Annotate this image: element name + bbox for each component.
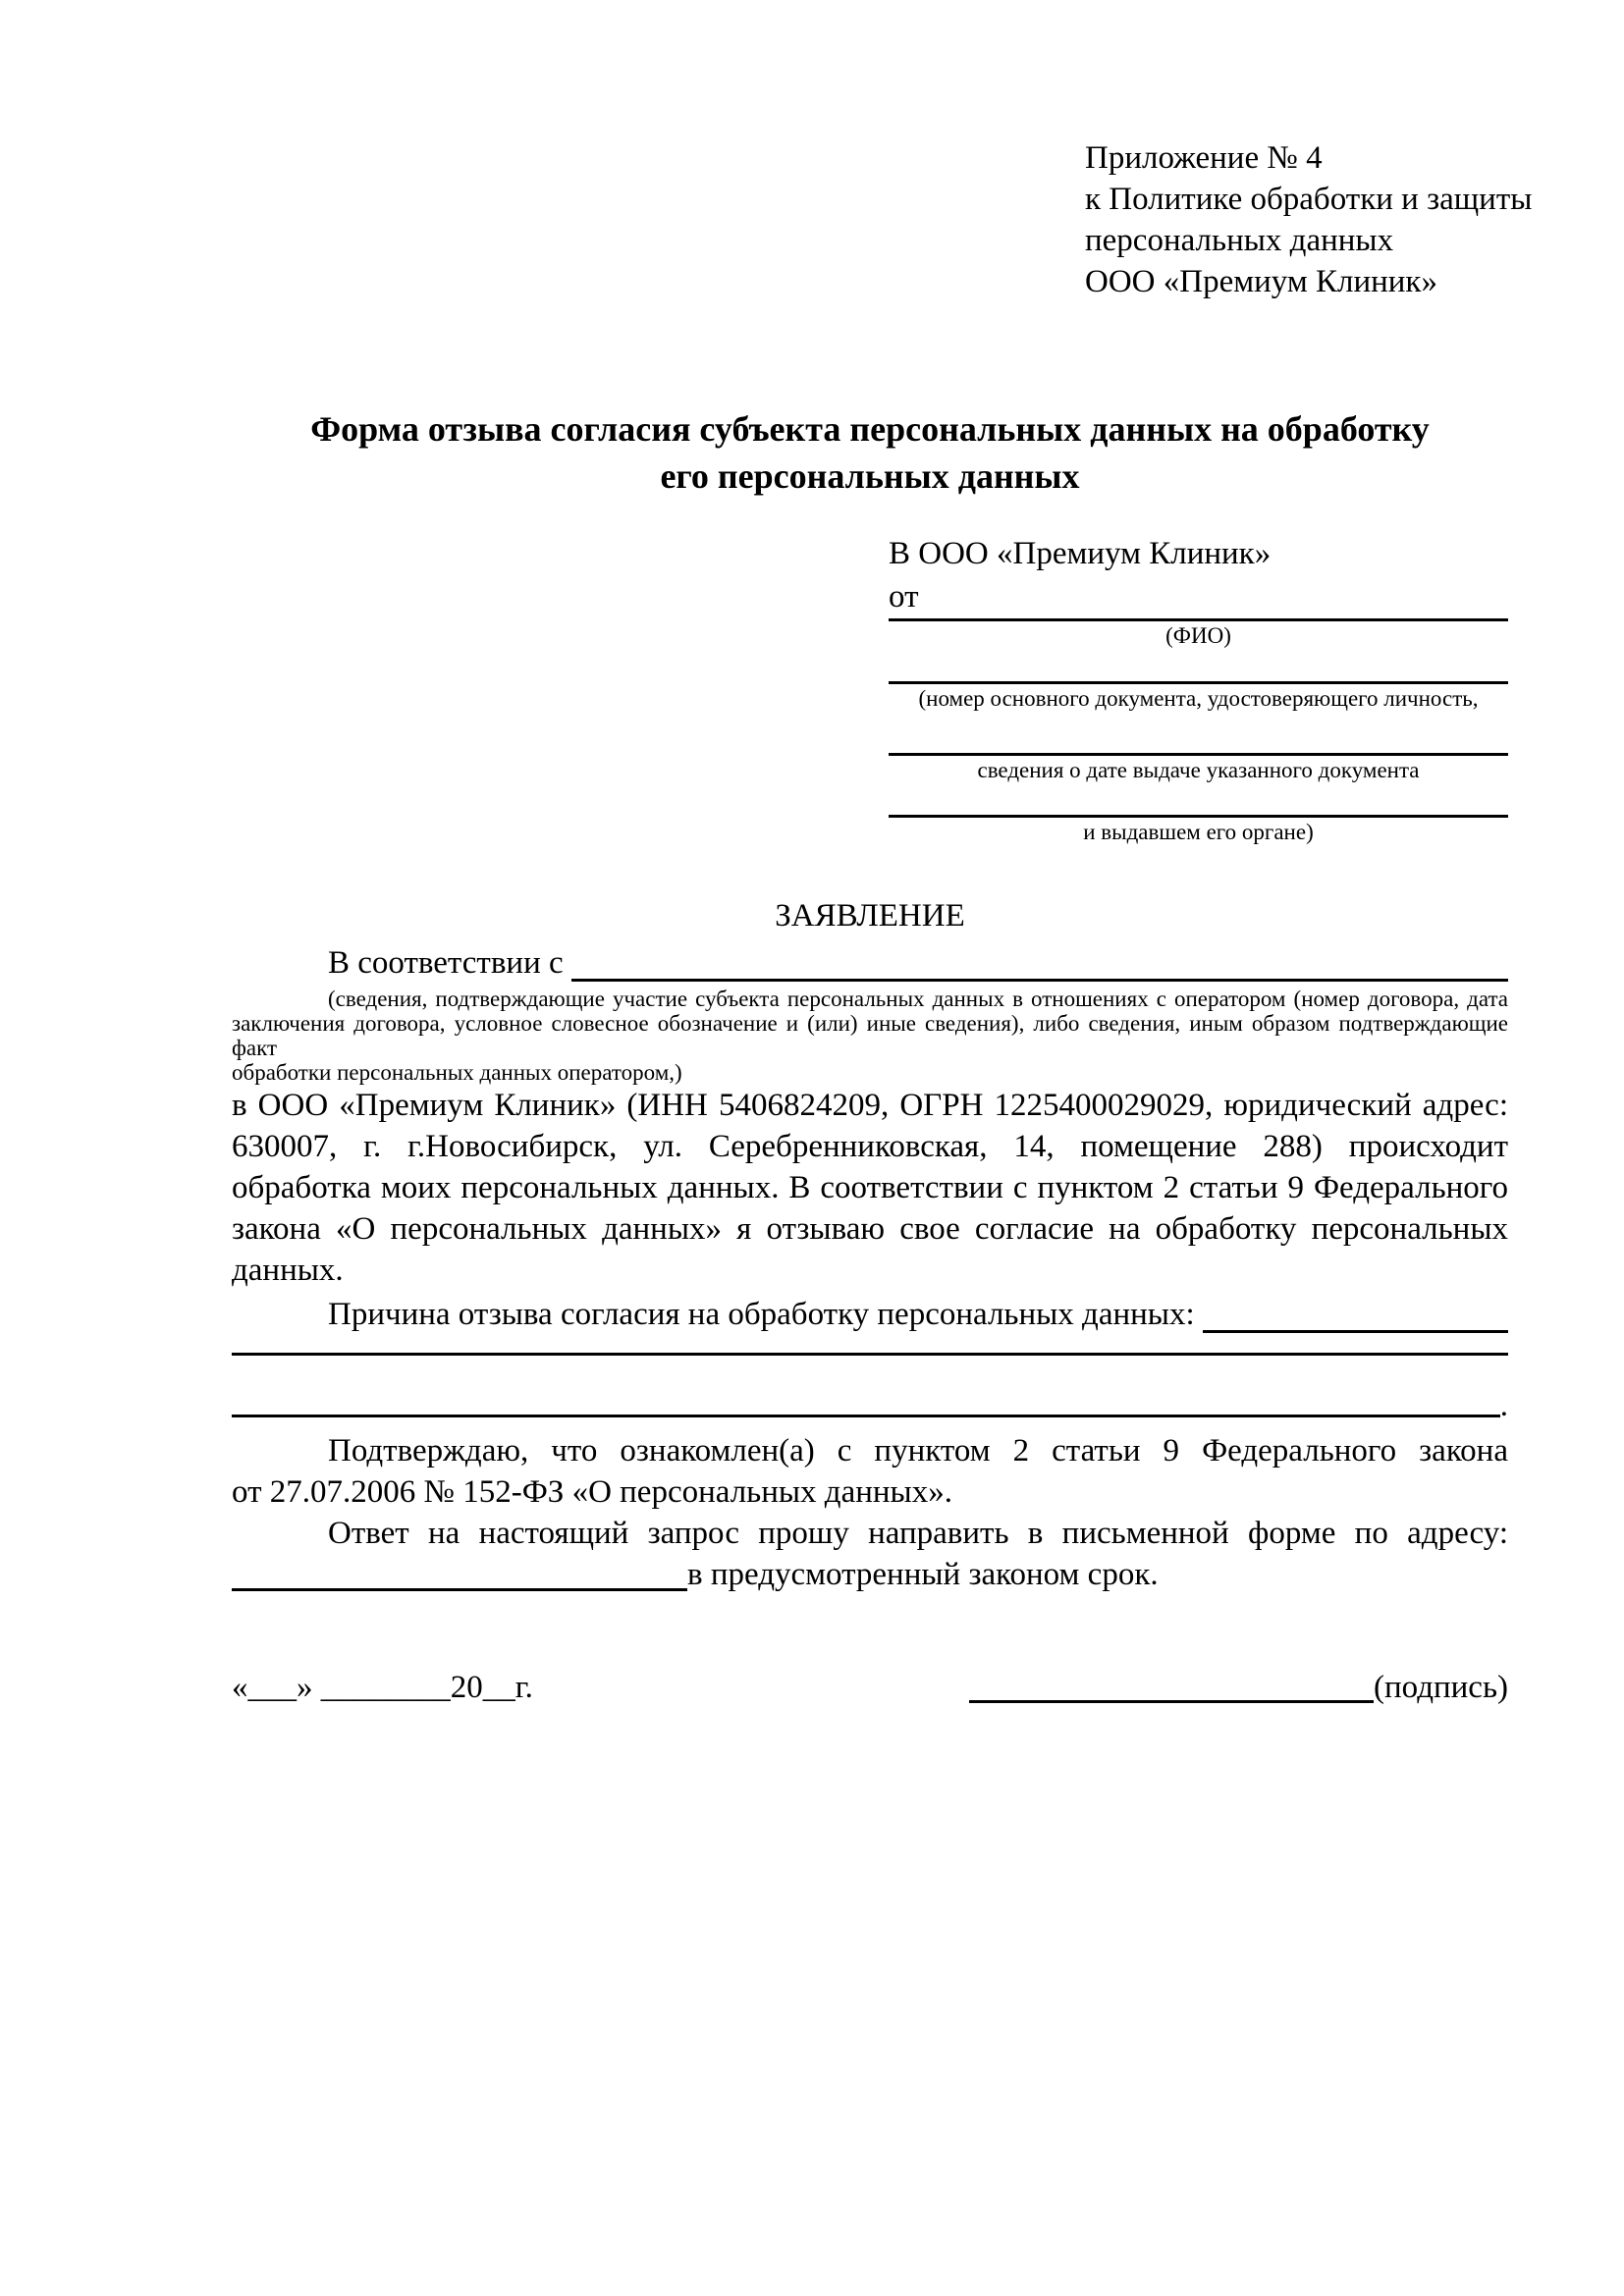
document-number-caption: (номер основного документа, удостоверяющего личность,: [918, 686, 1479, 711]
fio-field: [889, 618, 1508, 651]
confirmation-line: Подтверждаю, что ознакомлен(а) с пунктом 2 статьи 9 Федерального закона: [328, 1433, 1508, 1468]
statement-body-line: закона «О персональных данных» я отзываю свое согласие на обработку персональных: [232, 1211, 1508, 1247]
statement-body-line: в ООО «Премиум Клиник» (ИНН 5406824209, ОГРН 1225400029029, юридический адрес:: [232, 1088, 1508, 1123]
addressee-from-label: от: [889, 579, 919, 614]
statement-intro-write-line: [571, 979, 1508, 982]
document-number-write-line: [889, 651, 1508, 684]
statement-body-line: 630007, г. г.Новосибирск, ул. Серебренниковская, 14, помещение 288) происходит: [232, 1129, 1508, 1164]
answer-address-row: [232, 1554, 1508, 1595]
reason-row: [232, 1293, 1508, 1336]
document-title-line: Форма отзыва согласия субъекта персональных данных на обработку: [310, 409, 1430, 449]
confirmation-paragraph: [232, 1430, 1508, 1513]
answer-intro: Ответ на настоящий запрос прошу направить в письменной форме по адресу:: [328, 1516, 1508, 1551]
reason-write-line-3-row: [232, 1389, 1508, 1422]
signature-group: [969, 1666, 1508, 1709]
answer-tail: в предусмотренный законом срок.: [687, 1557, 1159, 1592]
address-write-line: [232, 1588, 687, 1591]
issuing-authority-write-line: [889, 785, 1508, 818]
statement-body-line: данных.: [232, 1253, 344, 1288]
issue-date-write-line: [889, 714, 1508, 756]
reason-write-line: [1203, 1330, 1508, 1333]
appendix-header-line: к Политике обработки и защиты: [1085, 182, 1533, 217]
date-signature-row: [232, 1666, 1508, 1709]
issuing-authority-caption: и выдавшем его органе): [1083, 820, 1314, 844]
reason-period: .: [1499, 1388, 1508, 1423]
statement-note: [232, 987, 1508, 1085]
reason-label: Причина отзыва согласия на обработку персональных данных:: [328, 1297, 1195, 1332]
date-line: «___» ________20__г.: [232, 1670, 533, 1705]
addressee-to: В ООО «Премиум Клиник»: [889, 536, 1272, 571]
document-title-line: его персональных данных: [660, 456, 1080, 496]
statement-note-line: обработки персональных данных оператором,): [232, 1060, 682, 1085]
appendix-header-line: Приложение № 4: [1085, 140, 1323, 176]
issue-date-caption: сведения о дате выдаче указанного документа: [977, 758, 1420, 782]
signature-write-line: [969, 1700, 1374, 1703]
addressee-block: [889, 532, 1508, 847]
appendix-header-line: персональных данных: [1085, 223, 1394, 258]
signature-caption: (подпись): [1374, 1670, 1508, 1705]
issue-date-field: [889, 714, 1508, 785]
appendix-header: [1085, 137, 1533, 302]
statement-body-line: обработка моих персональных данных. В соответствии с пунктом 2 статьи 9 Федерального: [232, 1170, 1508, 1205]
statement-body: [232, 1085, 1508, 1291]
issuing-authority-field: [889, 785, 1508, 847]
statement-intro-row: [232, 941, 1508, 985]
statement-note-line: (сведения, подтверждающие участие субъекта персональных данных в отношениях с оператором (номер договора, дата: [328, 987, 1508, 1011]
statement-intro-label: В соответствии с: [328, 945, 564, 981]
reason-write-line-2: [232, 1353, 1508, 1356]
fio-caption: (ФИО): [1165, 623, 1231, 648]
appendix-header-line: ООО «Премиум Клиник»: [1085, 264, 1437, 299]
document-title: [232, 405, 1508, 500]
reason-write-line-3: [232, 1415, 1500, 1417]
statement-heading: ЗАЯВЛЕНИЕ: [775, 898, 965, 934]
document-number-field: [889, 651, 1508, 714]
statement-note-line: заключения договора, условное словесное обозначение и (или) иные сведения), либо сведения, иным образом подтверждающие факт: [232, 1011, 1508, 1060]
confirmation-line: от 27.07.2006 № 152-ФЗ «О персональных данных».: [232, 1474, 952, 1510]
